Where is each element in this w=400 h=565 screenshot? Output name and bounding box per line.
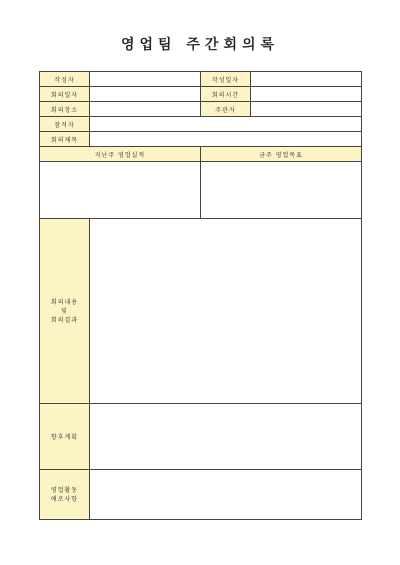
last-week-results-field[interactable] xyxy=(40,162,201,219)
row-results-body xyxy=(40,162,362,219)
meeting-date-label: 회의일자 xyxy=(40,87,90,102)
row-attendees xyxy=(40,117,362,132)
row-meeting-subject xyxy=(40,132,362,147)
future-plan-field[interactable] xyxy=(90,404,362,470)
document-title: 영업팀 주간회의록 xyxy=(120,37,280,53)
row-results-header xyxy=(40,147,362,162)
difficulties-field[interactable] xyxy=(90,470,362,520)
attendees-field[interactable] xyxy=(90,117,362,132)
difficulties-label-line1: 영업활동 xyxy=(50,486,79,494)
difficulties-label xyxy=(40,470,90,520)
meeting-content-label-line3: 회의결과 xyxy=(50,316,79,324)
row-author xyxy=(40,72,362,87)
author-field[interactable] xyxy=(90,72,201,87)
row-meeting-date xyxy=(40,87,362,102)
row-future-plan xyxy=(40,404,362,470)
written-date-field[interactable] xyxy=(251,72,362,87)
host-field[interactable] xyxy=(251,102,362,117)
meeting-place-field[interactable] xyxy=(90,102,201,117)
this-week-goals-label: 금주 영업목표 xyxy=(201,147,362,162)
meeting-time-label: 회의시간 xyxy=(201,87,251,102)
meeting-content-label-line1: 회의내용 xyxy=(50,298,79,306)
row-meeting-content xyxy=(40,219,362,404)
author-label: 작성자 xyxy=(40,72,90,87)
meeting-place-label: 회의장소 xyxy=(40,102,90,117)
written-date-label: 작성일자 xyxy=(201,72,251,87)
attendees-label: 참석자 xyxy=(40,117,90,132)
meeting-minutes-form xyxy=(39,71,361,520)
form-table xyxy=(39,71,362,520)
row-difficulties xyxy=(40,470,362,520)
meeting-date-field[interactable] xyxy=(90,87,201,102)
this-week-goals-field[interactable] xyxy=(201,162,362,219)
future-plan-label: 향후계획 xyxy=(40,404,90,470)
meeting-content-label-line2: 및 xyxy=(61,307,68,315)
meeting-subject-label: 회의제목 xyxy=(40,132,90,147)
last-week-results-label: 지난주 영업실적 xyxy=(40,147,201,162)
host-label: 주관자 xyxy=(201,102,251,117)
meeting-subject-field[interactable] xyxy=(90,132,362,147)
difficulties-label-line2: 애로사항 xyxy=(50,495,79,503)
meeting-content-label xyxy=(40,219,90,404)
meeting-time-field[interactable] xyxy=(251,87,362,102)
meeting-content-field[interactable] xyxy=(90,219,362,404)
row-meeting-place xyxy=(40,102,362,117)
